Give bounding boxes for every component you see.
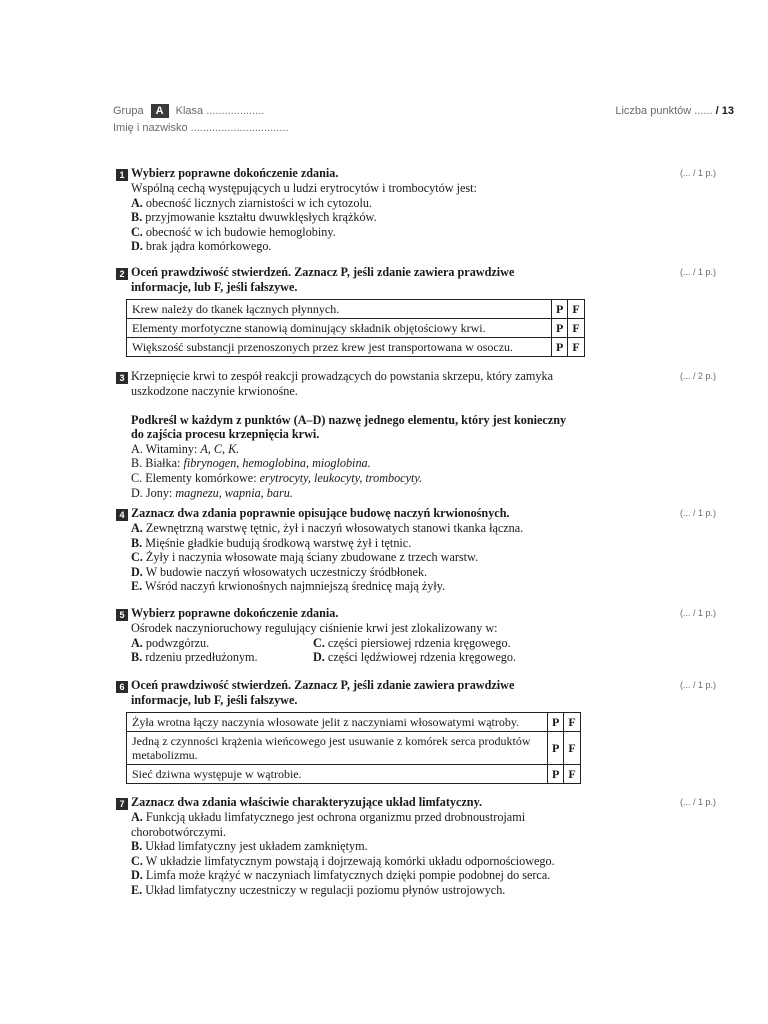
task-points: (... / 1 p.) bbox=[679, 797, 716, 807]
statement: Żyła wrotna łączy naczynia włosowate jelit z naczyniami włosowatymi wątroby. bbox=[127, 712, 548, 731]
option-c[interactable]: C. Żyły i naczynia włosowate mają ściany zbudowane z trzech warstw. bbox=[131, 550, 479, 565]
task-number: 3 bbox=[116, 372, 128, 384]
option-c[interactable]: C. części piersiowej rdzenia kręgowego. bbox=[313, 635, 511, 650]
statement: Większość substancji przenoszonych przez krew jest transportowana w osoczu. bbox=[127, 337, 552, 356]
header-left bbox=[113, 103, 288, 137]
option-c[interactable]: C. obecność w ich budowie hemoglobiny. bbox=[131, 224, 336, 239]
task-command: Wybierz poprawne dokończenie zdania. bbox=[131, 606, 339, 620]
task-6 bbox=[116, 678, 716, 784]
option-d[interactable]: D. Limfa może krążyć w naczyniach limfatycznych dzięki pompie podobnej do serca. bbox=[131, 868, 551, 883]
table-row bbox=[127, 731, 581, 764]
task-5 bbox=[116, 606, 716, 665]
task-4 bbox=[116, 506, 716, 594]
task-command: Wybierz poprawne dokończenie zdania. bbox=[131, 166, 339, 180]
group-label: Grupa bbox=[113, 105, 144, 117]
task-command: Zaznacz dwa zdania właściwie charakteryzujące układ limfatyczny. bbox=[131, 795, 483, 809]
option-b[interactable]: B. przyjmowanie kształtu dwuwklęsłych krążków. bbox=[131, 210, 377, 225]
class-label: Klasa bbox=[175, 105, 204, 117]
option-d[interactable]: D. W budowie naczyń włosowatych uczestniczy śródbłonek. bbox=[131, 564, 428, 579]
task-intro: Krzepnięcie krwi to zespół reakcji prowadzących do powstania skrzepu, który zamyka bbox=[131, 369, 553, 383]
task-number: 6 bbox=[116, 681, 128, 693]
table-row bbox=[127, 337, 585, 356]
p-cell[interactable]: P bbox=[552, 337, 568, 356]
f-cell[interactable]: F bbox=[568, 337, 584, 356]
statement: Jedną z czynności krążenia wieńcowego jest usuwanie z komórek serca produktów metabolizmu. bbox=[127, 731, 548, 764]
p-cell[interactable]: P bbox=[548, 764, 564, 783]
points-summary bbox=[615, 103, 734, 120]
p-cell[interactable]: P bbox=[552, 299, 568, 318]
statement: Elementy morfotyczne stanowią dominujący składnik objętościowy krwi. bbox=[127, 318, 552, 337]
points-label: Liczba punktów ...... bbox=[615, 105, 713, 117]
option-d[interactable]: D. części lędźwiowej rdzenia kręgowego. bbox=[313, 650, 517, 665]
task-stem: Ośrodek naczynioruchowy regulujący ciśnienie krwi jest zlokalizowany w: bbox=[131, 621, 498, 635]
f-cell[interactable]: F bbox=[564, 764, 580, 783]
option-b[interactable]: B. Układ limfatyczny jest układem zamkniętym. bbox=[131, 839, 368, 854]
task-points: (... / 1 p.) bbox=[679, 168, 716, 178]
task-number: 4 bbox=[116, 509, 128, 521]
group-class-line bbox=[113, 103, 288, 120]
name-field[interactable]: ................................ bbox=[190, 122, 289, 134]
table-row bbox=[127, 764, 581, 783]
task-3 bbox=[116, 369, 716, 500]
option-a[interactable]: A. Funkcją układu limfatycznego jest ochrona organizmu przed drobnoustrojami chorobotwórczymi. bbox=[131, 810, 526, 839]
item-c[interactable]: C. Elementy komórkowe: erytrocyty, leukocyty, trombocyty. bbox=[131, 470, 423, 485]
group-badge: A bbox=[151, 104, 169, 118]
item-d[interactable]: D. Jony: magnezu, wapnia, baru. bbox=[131, 485, 293, 500]
task-command-cont: informacje, lub F, jeśli fałszywe. bbox=[131, 693, 298, 707]
option-e[interactable]: E. Wśród naczyń krwionośnych najmniejszą średnicę mają żyły. bbox=[131, 579, 446, 594]
option-e[interactable]: E. Układ limfatyczny uczestniczy w regulacji poziomu płynów ustrojowych. bbox=[131, 882, 506, 897]
true-false-table bbox=[126, 712, 581, 784]
class-field[interactable]: ................... bbox=[206, 105, 265, 117]
f-cell[interactable]: F bbox=[564, 731, 580, 764]
item-a[interactable]: A. Witaminy: A, C, K. bbox=[131, 441, 240, 456]
table-row bbox=[127, 299, 585, 318]
task-intro-cont: uszkodzone naczynie krwionośne. bbox=[131, 384, 298, 398]
task-2 bbox=[116, 265, 716, 357]
p-cell[interactable]: P bbox=[552, 318, 568, 337]
f-cell[interactable]: F bbox=[568, 299, 584, 318]
task-number: 5 bbox=[116, 609, 128, 621]
option-b[interactable]: B. Mięśnie gładkie budują środkową warstwę żył i tętnic. bbox=[131, 535, 412, 550]
table-row bbox=[127, 712, 581, 731]
option-a[interactable]: A. podwzgórzu. bbox=[131, 635, 210, 650]
f-cell[interactable]: F bbox=[568, 318, 584, 337]
task-points: (... / 1 p.) bbox=[679, 508, 716, 518]
statement: Krew należy do tkanek łącznych płynnych. bbox=[127, 299, 552, 318]
option-c[interactable]: C. W układzie limfatycznym powstają i dojrzewają komórki układu odpornościowego. bbox=[131, 853, 555, 868]
task-points: (... / 1 p.) bbox=[679, 267, 716, 277]
task-7 bbox=[116, 795, 716, 898]
name-line bbox=[113, 120, 288, 137]
statement: Sieć dziwna występuje w wątrobie. bbox=[127, 764, 548, 783]
task-number: 7 bbox=[116, 798, 128, 810]
item-b[interactable]: B. Białka: fibrynogen, hemoglobina, mioglobina. bbox=[131, 456, 371, 471]
option-a[interactable]: A. obecność licznych ziarnistości w ich cytozolu. bbox=[131, 195, 372, 210]
task-number: 2 bbox=[116, 268, 128, 280]
true-false-table bbox=[126, 299, 585, 357]
f-cell[interactable]: F bbox=[564, 712, 580, 731]
task-number: 1 bbox=[116, 169, 128, 181]
option-d[interactable]: D. brak jądra komórkowego. bbox=[131, 239, 272, 254]
task-points: (... / 1 p.) bbox=[679, 608, 716, 618]
task-points: (... / 1 p.) bbox=[679, 680, 716, 690]
task-command: Zaznacz dwa zdania poprawnie opisujące budowę naczyń krwionośnych. bbox=[131, 506, 510, 520]
option-b[interactable]: B. rdzeniu przedłużonym. bbox=[131, 650, 258, 665]
task-stem: Wspólną cechą występujących u ludzi erytrocytów i trombocytów jest: bbox=[131, 181, 477, 195]
task-command-cont: do zajścia procesu krzepnięcia krwi. bbox=[131, 427, 320, 442]
name-label: Imię i nazwisko bbox=[113, 122, 188, 134]
task-command-cont: informacje, lub F, jeśli fałszywe. bbox=[131, 280, 298, 294]
option-a[interactable]: A. Zewnętrzną warstwę tętnic, żył i naczyń włosowatych stanowi tkanka łączna. bbox=[131, 521, 524, 535]
task-command: Podkreśl w każdym z punktów (A–D) nazwę jednego elementu, który jest konieczny bbox=[131, 412, 567, 427]
task-1 bbox=[116, 166, 716, 254]
task-points: (... / 2 p.) bbox=[679, 371, 716, 381]
task-command: Oceń prawdziwość stwierdzeń. Zaznacz P, jeśli zdanie zawiera prawdziwe bbox=[131, 678, 515, 692]
task-command: Oceń prawdziwość stwierdzeń. Zaznacz P, jeśli zdanie zawiera prawdziwe bbox=[131, 265, 515, 279]
table-row bbox=[127, 318, 585, 337]
points-total: / 13 bbox=[715, 105, 734, 117]
p-cell[interactable]: P bbox=[548, 712, 564, 731]
p-cell[interactable]: P bbox=[548, 731, 564, 764]
